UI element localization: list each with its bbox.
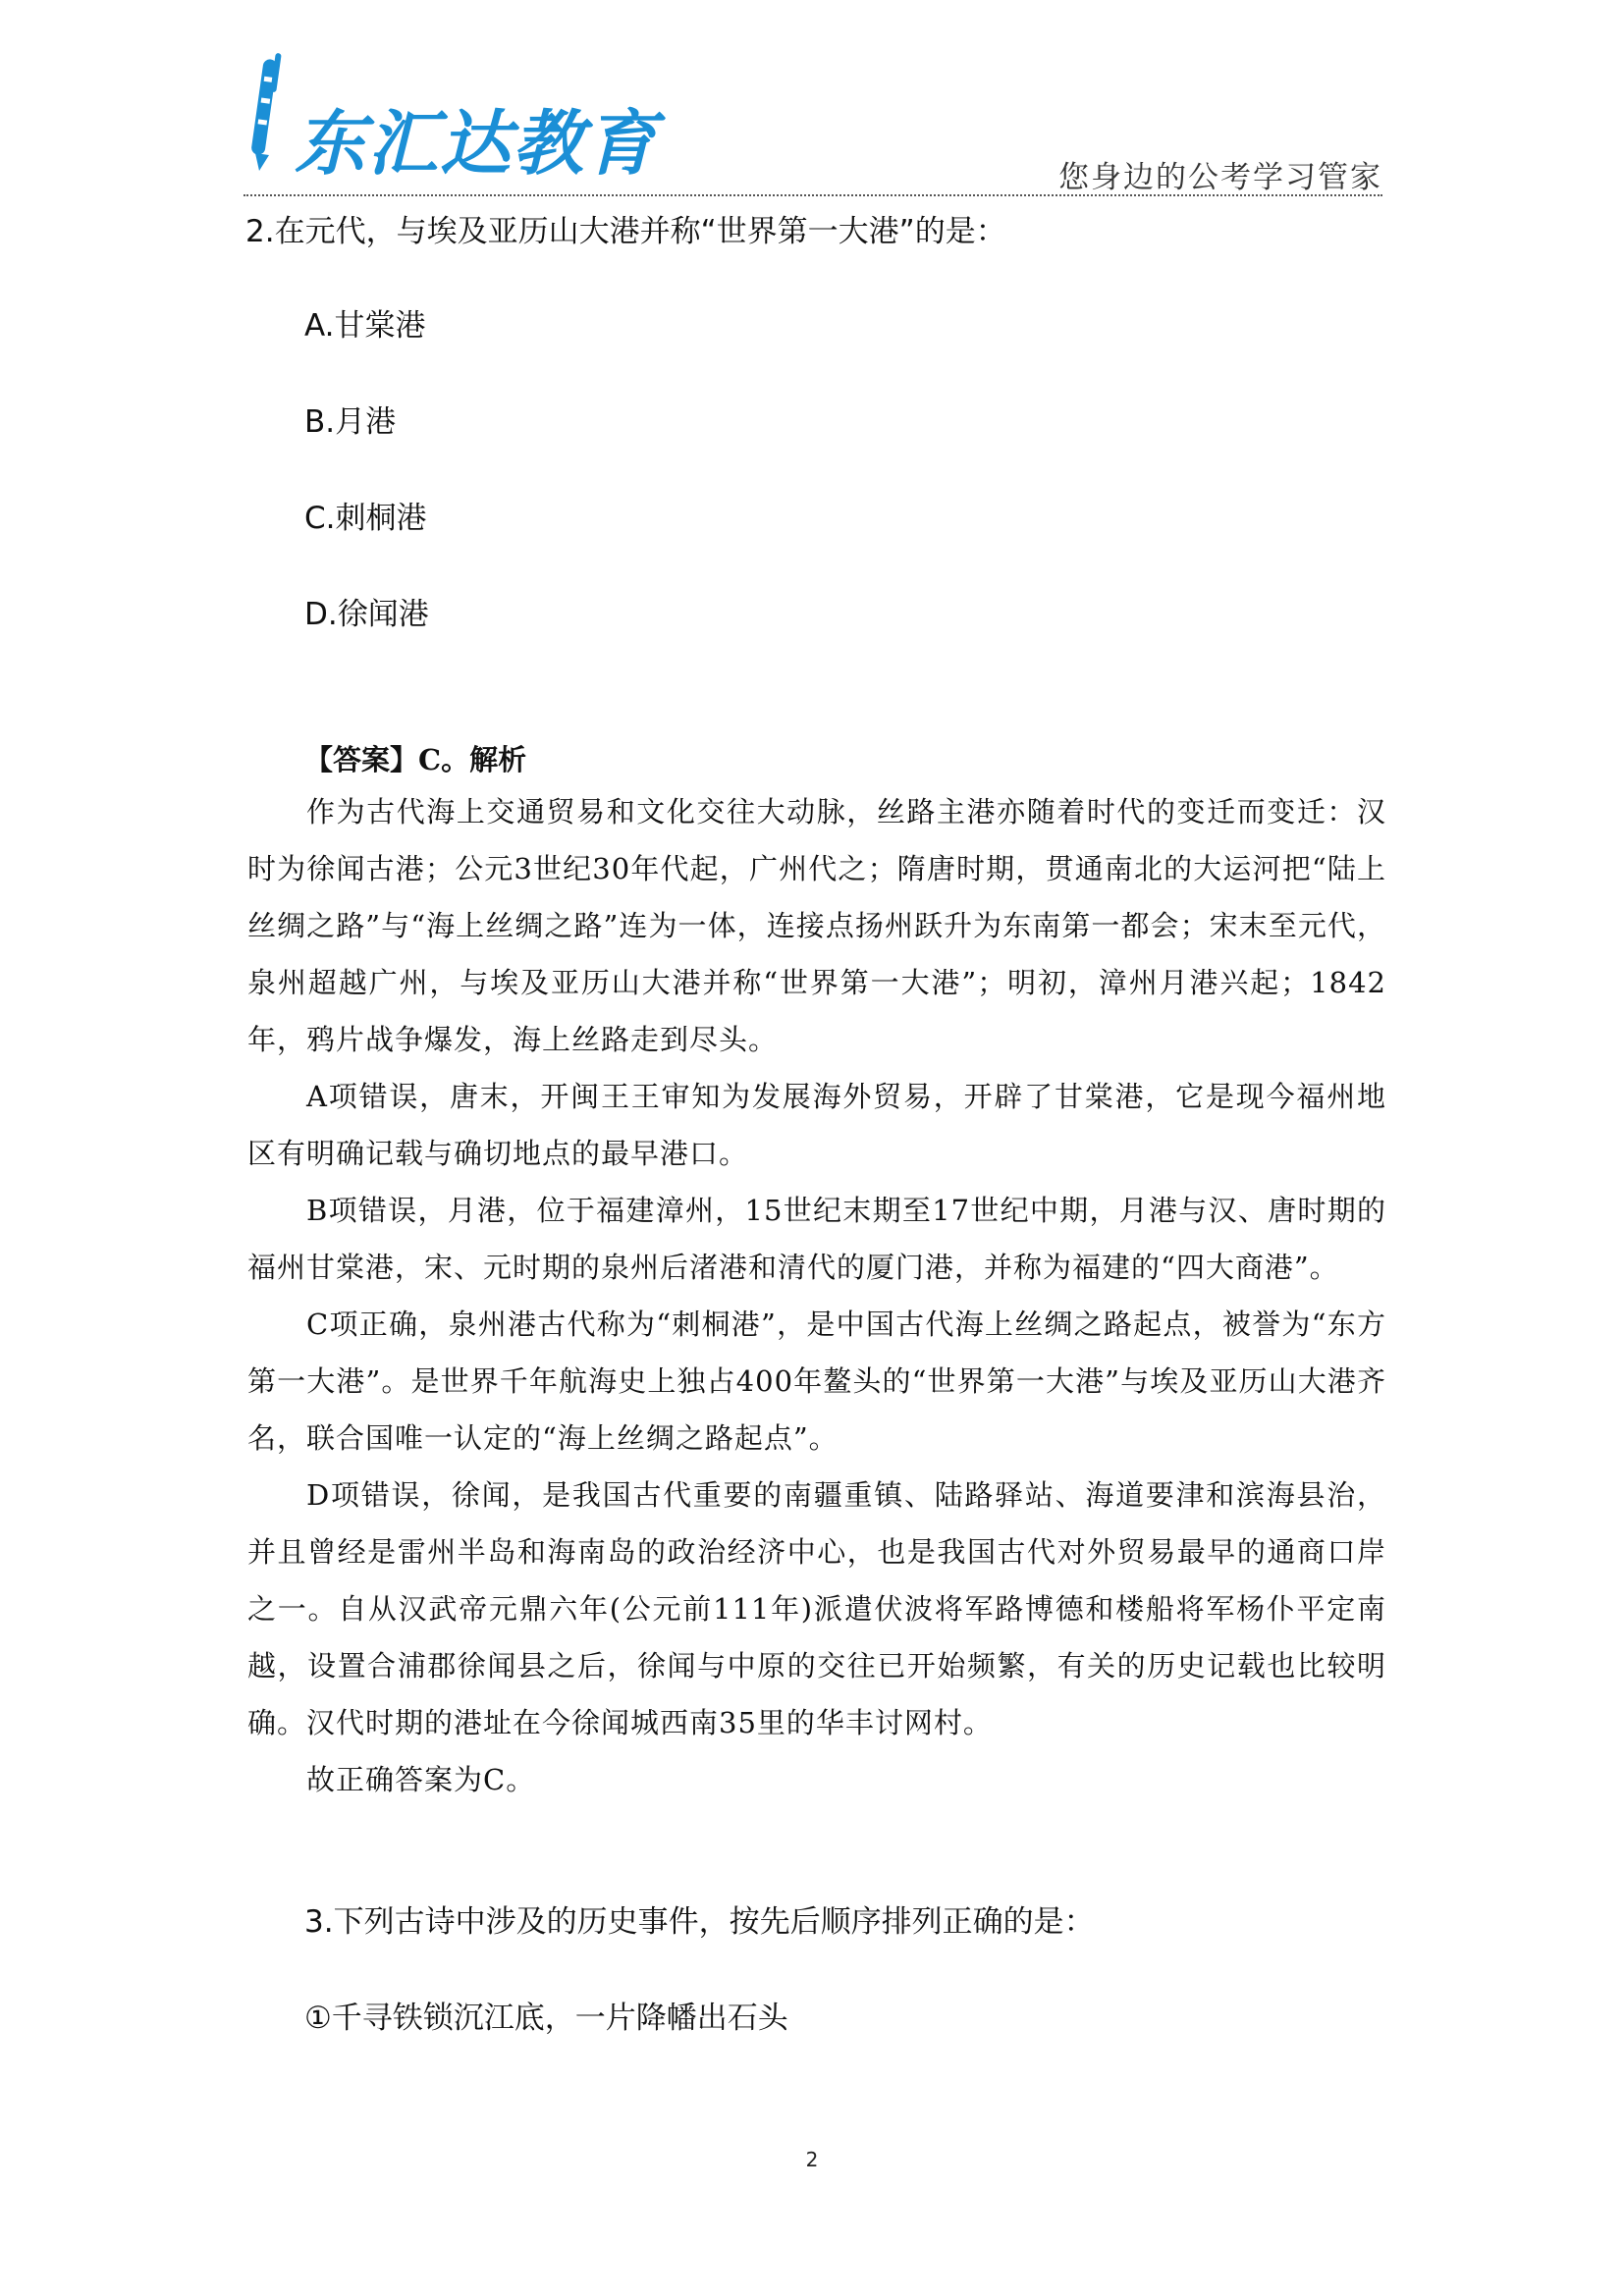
- header-divider: [244, 194, 1382, 196]
- page-header: [244, 51, 1382, 198]
- option-a: A.甘棠港: [304, 308, 426, 344]
- analysis-paragraph: B项错误，月港，位于福建漳州，15世纪末期至17世纪中期，月港与汉、唐时期的福州甘棠港，宋、元时期的泉州后渚港和清代的厦门港，并称为福建的“四大商港”。: [247, 1194, 1386, 1284]
- question-3-item-1: ①千寻铁锁沉江底，一片降幡出石头: [304, 2001, 788, 2036]
- analysis-paragraph: A项错误，唐末，开闽王王审知为发展海外贸易，开辟了甘棠港，它是现今福州地区有明确记载与确切地点的最早港口。: [247, 1080, 1386, 1170]
- analysis-paragraph: D项错误，徐闻，是我国古代重要的南疆重镇、陆路驿站、海道要津和滨海县治，并且曾经是雷州半岛和海南岛的政治经济中心，也是我国古代对外贸易最早的通商口岸之一。自从汉武帝元鼎六年(公元前111年)派遣伏波将军路博德和楼船将军杨仆平定南越，设置合浦郡徐闻县之后，徐闻与中原的交往已开始频繁，有关的历史记载也比较明确。汉代时期的港址在今徐闻城西南35里的华丰讨网村。: [247, 1478, 1386, 1739]
- option-b: B.月港: [304, 404, 397, 440]
- page-number: 2: [805, 2148, 819, 2171]
- logo-text: 东汇达教育: [295, 102, 659, 185]
- pen-logo-icon: [244, 51, 302, 173]
- question-2-stem: 2.在元代，与埃及亚历山大港并称“世界第一大港”的是：: [245, 214, 1006, 249]
- logo: [244, 51, 666, 185]
- analysis-paragraph: 作为古代海上交通贸易和文化交往大动脉，丝路主港亦随着时代的变迁而变迁：汉时为徐闻古港；公元3世纪30年代起，广州代之；隋唐时期，贯通南北的大运河把“陆上丝绸之路”与“海上丝绸之路”连为一体，连接点扬州跃升为东南第一都会；宋末至元代，泉州超越广州，与埃及亚历山大港并称“世界第一大港”；明初，漳州月港兴起；1842年，鸦片战争爆发，海上丝路走到尽头。: [247, 795, 1386, 1056]
- final-answer: 故正确答案为C。: [306, 1763, 536, 1796]
- option-c: C.刺桐港: [304, 501, 427, 536]
- question-3-stem: 3.下列古诗中涉及的历史事件，按先后顺序排列正确的是：: [304, 1904, 1095, 1940]
- option-d: D.徐闻港: [304, 597, 429, 632]
- slogan: 您身边的公考学习管家: [1058, 160, 1382, 195]
- answer-label: 【答案】C。解析: [304, 743, 527, 776]
- analysis-paragraph: C项正确，泉州港古代称为“刺桐港”，是中国古代海上丝绸之路起点，被誉为“东方第一大港”。是世界千年航海史上独占400年鳌头的“世界第一大港”与埃及亚历山大港齐名，联合国唯一认定的“海上丝绸之路起点”。: [247, 1308, 1386, 1455]
